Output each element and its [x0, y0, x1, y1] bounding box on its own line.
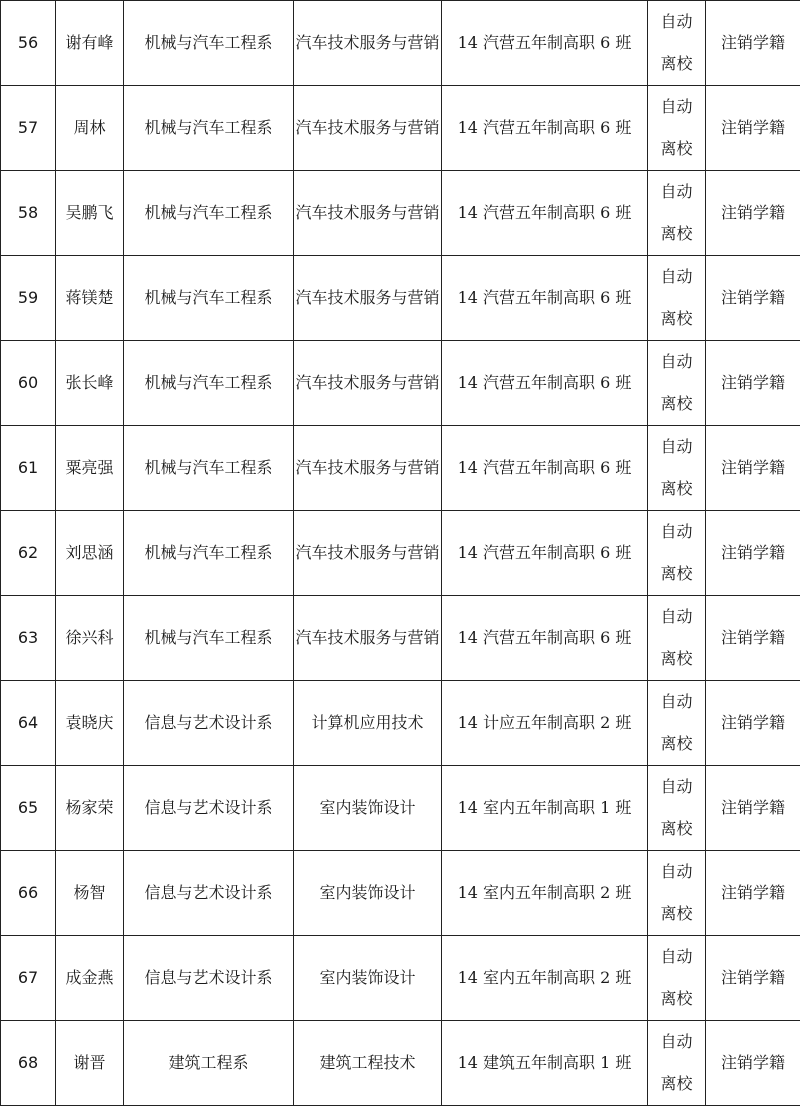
status-line: 自动	[648, 256, 705, 298]
status-cell	[648, 681, 706, 766]
action-taken: 注销学籍	[706, 1, 800, 86]
status-cell	[648, 341, 706, 426]
class-name: 14 汽营五年制高职 6 班	[442, 511, 648, 596]
action-taken: 注销学籍	[706, 1021, 800, 1106]
status-line: 离校	[648, 383, 705, 425]
action-taken: 注销学籍	[706, 256, 800, 341]
class-name: 14 室内五年制高职 2 班	[442, 936, 648, 1021]
student-name: 徐兴科	[56, 596, 124, 681]
status-cell	[648, 86, 706, 171]
action-taken: 注销学籍	[706, 851, 800, 936]
department: 信息与艺术设计系	[124, 936, 294, 1021]
row-number: 64	[1, 681, 56, 766]
status-cell	[648, 1021, 706, 1106]
class-name: 14 汽营五年制高职 6 班	[442, 596, 648, 681]
department: 信息与艺术设计系	[124, 851, 294, 936]
student-name: 袁晓庆	[56, 681, 124, 766]
class-name: 14 汽营五年制高职 6 班	[442, 426, 648, 511]
class-name: 14 计应五年制高职 2 班	[442, 681, 648, 766]
major: 建筑工程技术	[294, 1021, 442, 1106]
student-name: 谢晋	[56, 1021, 124, 1106]
action-taken: 注销学籍	[706, 766, 800, 851]
action-taken: 注销学籍	[706, 936, 800, 1021]
student-name: 吴鹏飞	[56, 171, 124, 256]
major: 汽车技术服务与营销	[294, 596, 442, 681]
major: 汽车技术服务与营销	[294, 341, 442, 426]
status-cell	[648, 936, 706, 1021]
class-name: 14 室内五年制高职 2 班	[442, 851, 648, 936]
status-line: 自动	[648, 851, 705, 893]
student-name: 蒋镁楚	[56, 256, 124, 341]
class-name: 14 汽营五年制高职 6 班	[442, 171, 648, 256]
table-row	[1, 1, 800, 86]
action-taken: 注销学籍	[706, 86, 800, 171]
row-number: 58	[1, 171, 56, 256]
department: 机械与汽车工程系	[124, 256, 294, 341]
student-name: 成金燕	[56, 936, 124, 1021]
status-line: 自动	[648, 426, 705, 468]
status-line: 离校	[648, 638, 705, 680]
row-number: 56	[1, 1, 56, 86]
status-line: 离校	[648, 893, 705, 935]
row-number: 57	[1, 86, 56, 171]
status-cell	[648, 171, 706, 256]
class-name: 14 汽营五年制高职 6 班	[442, 341, 648, 426]
table-row	[1, 851, 800, 936]
department: 机械与汽车工程系	[124, 511, 294, 596]
department: 机械与汽车工程系	[124, 341, 294, 426]
table-row	[1, 426, 800, 511]
student-name: 刘思涵	[56, 511, 124, 596]
status-line: 离校	[648, 213, 705, 255]
student-name: 杨家荣	[56, 766, 124, 851]
status-line: 离校	[648, 1063, 705, 1105]
status-line: 离校	[648, 723, 705, 765]
action-taken: 注销学籍	[706, 426, 800, 511]
status-line: 自动	[648, 86, 705, 128]
major: 汽车技术服务与营销	[294, 1, 442, 86]
major: 室内装饰设计	[294, 851, 442, 936]
status-cell	[648, 256, 706, 341]
table-row	[1, 256, 800, 341]
row-number: 65	[1, 766, 56, 851]
department: 机械与汽车工程系	[124, 596, 294, 681]
row-number: 63	[1, 596, 56, 681]
status-line: 自动	[648, 1021, 705, 1063]
class-name: 14 建筑五年制高职 1 班	[442, 1021, 648, 1106]
action-taken: 注销学籍	[706, 511, 800, 596]
table-row	[1, 171, 800, 256]
table-row	[1, 511, 800, 596]
status-line: 自动	[648, 1, 705, 43]
status-cell	[648, 596, 706, 681]
status-cell	[648, 1, 706, 86]
action-taken: 注销学籍	[706, 171, 800, 256]
department: 信息与艺术设计系	[124, 766, 294, 851]
student-name: 杨智	[56, 851, 124, 936]
status-line: 自动	[648, 936, 705, 978]
action-taken: 注销学籍	[706, 341, 800, 426]
table-row	[1, 766, 800, 851]
status-cell	[648, 766, 706, 851]
status-line: 离校	[648, 298, 705, 340]
status-line: 自动	[648, 341, 705, 383]
table-row	[1, 1021, 800, 1106]
department: 建筑工程系	[124, 1021, 294, 1106]
status-line: 自动	[648, 766, 705, 808]
action-taken: 注销学籍	[706, 596, 800, 681]
status-line: 离校	[648, 978, 705, 1020]
table-row	[1, 86, 800, 171]
status-line: 自动	[648, 171, 705, 213]
row-number: 68	[1, 1021, 56, 1106]
status-cell	[648, 426, 706, 511]
status-cell	[648, 511, 706, 596]
major: 汽车技术服务与营销	[294, 86, 442, 171]
department: 机械与汽车工程系	[124, 426, 294, 511]
major: 汽车技术服务与营销	[294, 426, 442, 511]
table-row	[1, 681, 800, 766]
row-number: 62	[1, 511, 56, 596]
row-number: 59	[1, 256, 56, 341]
status-line: 离校	[648, 43, 705, 85]
status-line: 自动	[648, 681, 705, 723]
row-number: 67	[1, 936, 56, 1021]
row-number: 60	[1, 341, 56, 426]
class-name: 14 汽营五年制高职 6 班	[442, 256, 648, 341]
major: 汽车技术服务与营销	[294, 511, 442, 596]
major: 室内装饰设计	[294, 936, 442, 1021]
status-line: 自动	[648, 596, 705, 638]
major: 汽车技术服务与营销	[294, 256, 442, 341]
department: 机械与汽车工程系	[124, 86, 294, 171]
major: 计算机应用技术	[294, 681, 442, 766]
table-row	[1, 341, 800, 426]
status-line: 离校	[648, 128, 705, 170]
row-number: 66	[1, 851, 56, 936]
table-row	[1, 936, 800, 1021]
table-row	[1, 596, 800, 681]
department: 机械与汽车工程系	[124, 1, 294, 86]
status-line: 自动	[648, 511, 705, 553]
student-name: 周林	[56, 86, 124, 171]
major: 室内装饰设计	[294, 766, 442, 851]
department: 机械与汽车工程系	[124, 171, 294, 256]
student-name: 谢有峰	[56, 1, 124, 86]
status-line: 离校	[648, 808, 705, 850]
status-line: 离校	[648, 553, 705, 595]
student-name: 粟亮强	[56, 426, 124, 511]
class-name: 14 汽营五年制高职 6 班	[442, 86, 648, 171]
major: 汽车技术服务与营销	[294, 171, 442, 256]
student-name: 张长峰	[56, 341, 124, 426]
row-number: 61	[1, 426, 56, 511]
status-line: 离校	[648, 468, 705, 510]
status-cell	[648, 851, 706, 936]
action-taken: 注销学籍	[706, 681, 800, 766]
class-name: 14 汽营五年制高职 6 班	[442, 1, 648, 86]
class-name: 14 室内五年制高职 1 班	[442, 766, 648, 851]
department: 信息与艺术设计系	[124, 681, 294, 766]
table-body	[1, 1, 800, 1106]
